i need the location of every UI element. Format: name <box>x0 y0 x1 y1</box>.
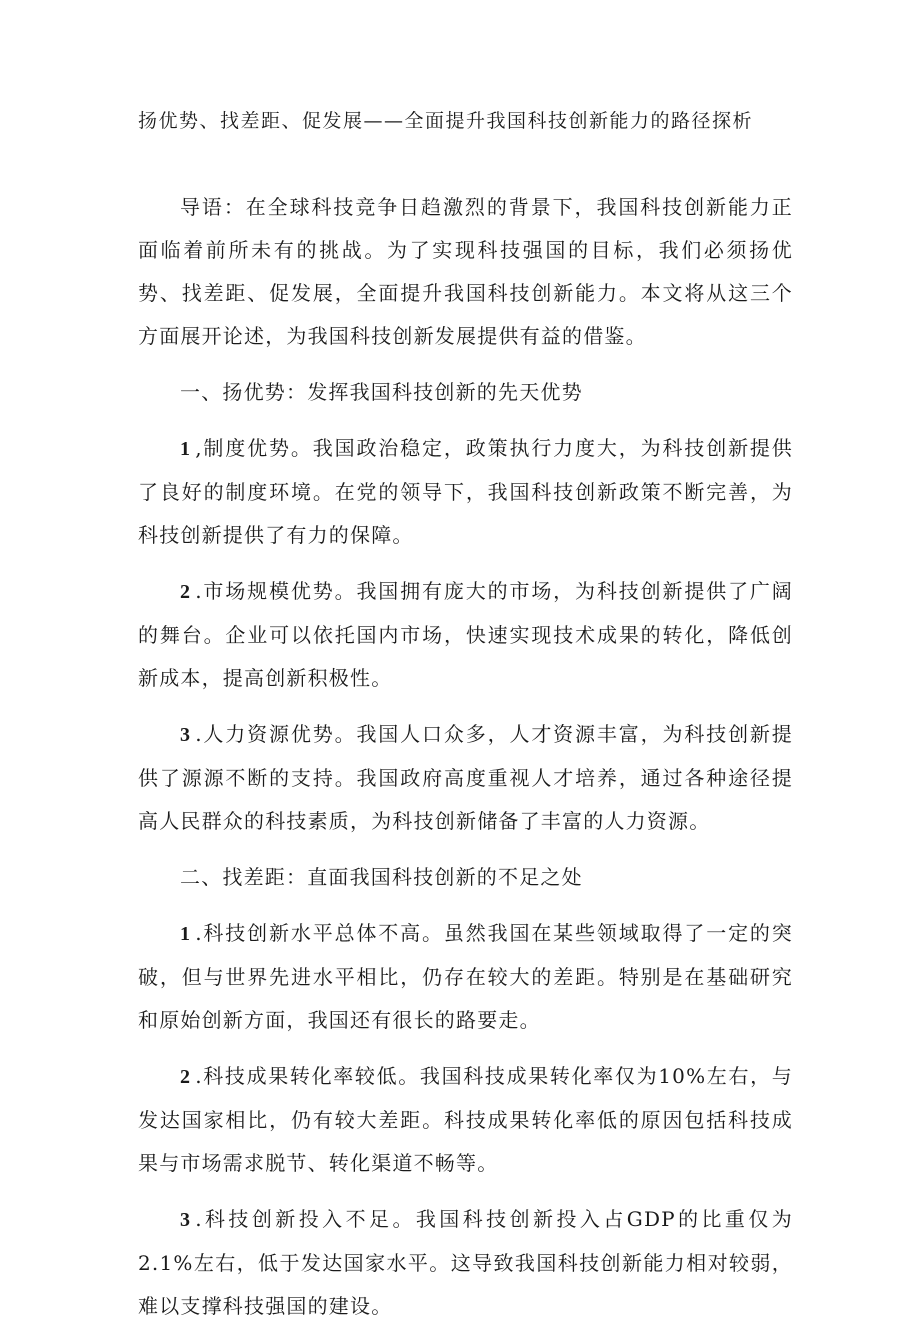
section1-item-2 <box>138 570 793 700</box>
section2-item-3-text: .科技创新投入不足。我国科技创新投入占GDP的比重仅为2.1%左右，低于发达国家水平。这导致我国科技创新能力相对较弱，难以支撑科技强国的建设。 <box>138 1207 793 1318</box>
section1-item-3 <box>138 713 793 843</box>
document-title: 扬优势、找差距、促发展——全面提升我国科技创新能力的路径探析 <box>138 110 754 132</box>
section1-item-1-number: 1 <box>180 438 192 460</box>
section2-heading: 二、找差距：直面我国科技创新的不足之处 <box>180 865 583 889</box>
section2-item-3 <box>138 1198 793 1328</box>
section1-item-2-number: 2 <box>180 581 192 603</box>
section2-item-2-text: .科技成果转化率较低。我国科技成果转化率仅为10%左右，与发达国家相比，仍有较大差距。科技成果转化率低的原因包括科技成果与市场需求脱节、转化渠道不畅等。 <box>138 1064 793 1175</box>
section2-item-1 <box>138 912 793 1042</box>
section1-item-2-text: .市场规模优势。我国拥有庞大的市场，为科技创新提供了广阔的舞台。企业可以依托国内市场，快速实现技术成果的转化，降低创新成本，提高创新积极性。 <box>138 579 793 690</box>
section1-item-1-text: ,制度优势。我国政治稳定，政策执行力度大，为科技创新提供了良好的制度环境。在党的领导下，我国科技创新政策不断完善，为科技创新提供了有力的保障。 <box>138 436 793 547</box>
section2-item-1-number: 1 <box>180 923 192 945</box>
section2-item-2-number: 2 <box>180 1066 192 1088</box>
section1-heading: 一、扬优势：发挥我国科技创新的先天优势 <box>180 380 583 404</box>
section1-item-1 <box>138 427 793 557</box>
document-body <box>138 186 793 1341</box>
section1-item-3-number: 3 <box>180 724 192 746</box>
section1-item-3-text: .人力资源优势。我国人口众多，人才资源丰富，为科技创新提供了源源不断的支持。我国政府高度重视人才培养，通过各种途径提高人民群众的科技素质，为科技创新储备了丰富的人力资源。 <box>138 722 793 833</box>
section2-item-1-text: .科技创新水平总体不高。虽然我国在某些领域取得了一定的突破，但与世界先进水平相比，仍存在较大的差距。特别是在基础研究和原始创新方面，我国还有很长的路要走。 <box>138 921 793 1032</box>
section2-item-2 <box>138 1055 793 1185</box>
section2-item-3-number: 3 <box>180 1209 192 1231</box>
intro-paragraph: 导语：在全球科技竞争日趋激烈的背景下，我国科技创新能力正面临着前所未有的挑战。为了实现科技强国的目标，我们必须扬优势、找差距、促发展，全面提升我国科技创新能力。本文将从这三个方面展开论述，为我国科技创新发展提供有益的借鉴。 <box>138 195 793 348</box>
